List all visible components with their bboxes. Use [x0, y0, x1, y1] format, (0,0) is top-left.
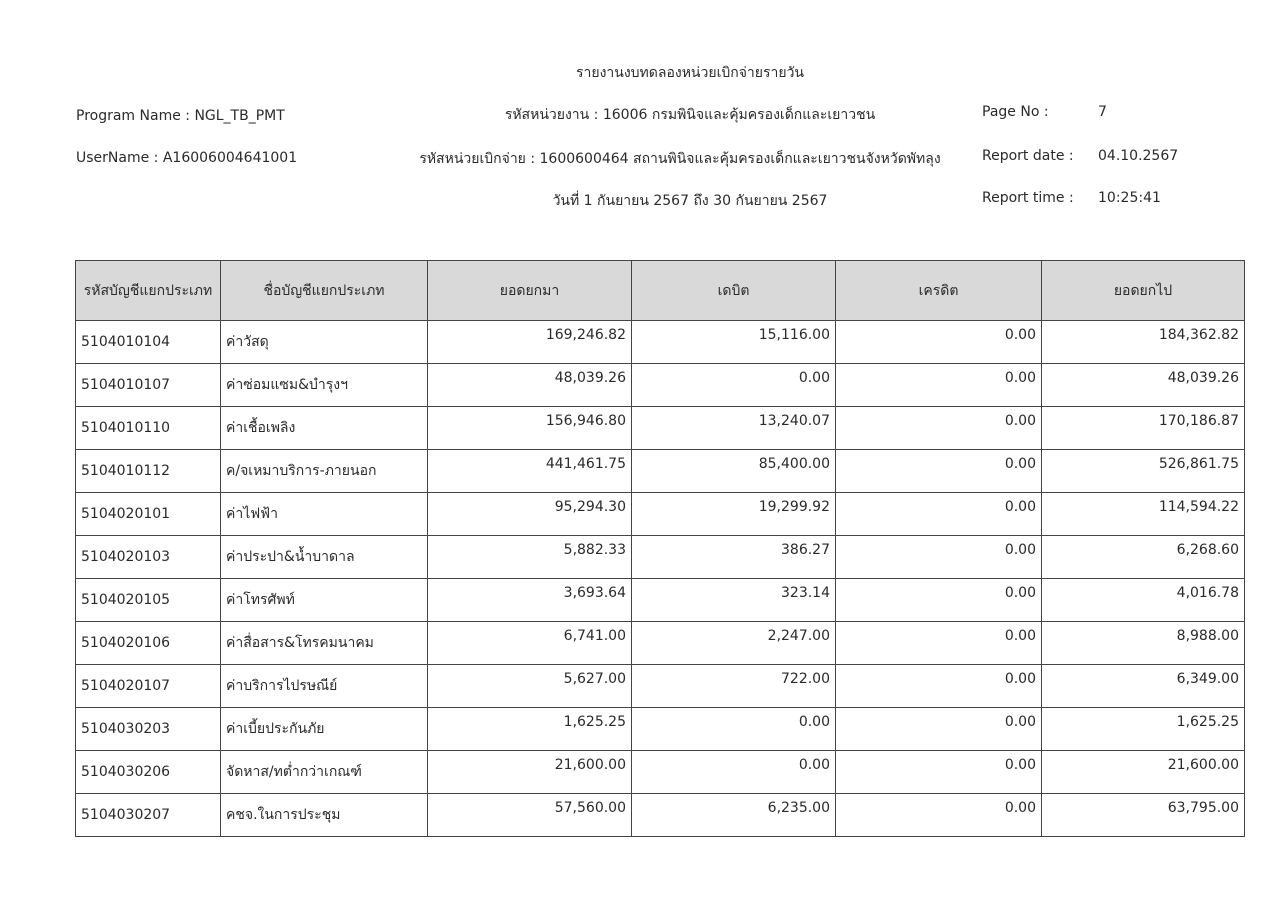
account-name: ค่าเบี้ยประกันภัย — [221, 708, 428, 751]
carried-forward: 184,362.82 — [1042, 321, 1245, 364]
table-row — [76, 364, 1245, 407]
column-header-account-name: ชื่อบัญชีแยกประเภท — [221, 261, 428, 321]
carried-forward: 170,186.87 — [1042, 407, 1245, 450]
carried-forward: 8,988.00 — [1042, 622, 1245, 665]
brought-forward: 3,693.64 — [428, 579, 632, 622]
account-code: 5104020105 — [76, 579, 221, 622]
account-name: ค่าโทรศัพท์ — [221, 579, 428, 622]
table-row — [76, 407, 1245, 450]
table-row — [76, 622, 1245, 665]
carried-forward: 48,039.26 — [1042, 364, 1245, 407]
credit: 0.00 — [836, 450, 1042, 493]
brought-forward: 57,560.00 — [428, 794, 632, 837]
column-header-credit: เครดิต — [836, 261, 1042, 321]
account-code: 5104010104 — [76, 321, 221, 364]
date-range: วันที่ 1 กันยายน 2567 ถึง 30 กันยายน 2567 — [552, 193, 828, 209]
credit: 0.00 — [836, 708, 1042, 751]
credit: 0.00 — [836, 536, 1042, 579]
brought-forward: 6,741.00 — [428, 622, 632, 665]
account-name: ค่าบริการไปรษณีย์ — [221, 665, 428, 708]
brought-forward: 5,627.00 — [428, 665, 632, 708]
credit: 0.00 — [836, 321, 1042, 364]
credit: 0.00 — [836, 493, 1042, 536]
table-row — [76, 794, 1245, 837]
table-row — [76, 708, 1245, 751]
account-name: ค่าซ่อมแซม&บำรุงฯ — [221, 364, 428, 407]
carried-forward: 1,625.25 — [1042, 708, 1245, 751]
account-name: จัดหาส/ทต่ำกว่าเกณฑ์ — [221, 751, 428, 794]
debit: 323.14 — [632, 579, 836, 622]
debit: 386.27 — [632, 536, 836, 579]
account-code: 5104030203 — [76, 708, 221, 751]
column-header-debit: เดบิต — [632, 261, 836, 321]
report-time-value: 10:25:41 — [1098, 190, 1161, 206]
debit: 85,400.00 — [632, 450, 836, 493]
debit: 13,240.07 — [632, 407, 836, 450]
account-name: ค่าเชื้อเพลิง — [221, 407, 428, 450]
table-row — [76, 450, 1245, 493]
table-row — [76, 321, 1245, 364]
account-name: คชจ.ในการประชุม — [221, 794, 428, 837]
brought-forward: 48,039.26 — [428, 364, 632, 407]
account-name: ค/จเหมาบริการ-ภายนอก — [221, 450, 428, 493]
column-header-account-code: รหัสบัญชีแยกประเภท — [76, 261, 221, 321]
table-row — [76, 536, 1245, 579]
user-name: UserName : A16006004641001 — [76, 150, 298, 166]
account-code: 5104030206 — [76, 751, 221, 794]
brought-forward: 156,946.80 — [428, 407, 632, 450]
disbursement-unit-line: รหัสหน่วยเบิกจ่าย : 1600600464 สถานพินิจและคุ้มครองเด็กและเยาวชนจังหวัดพัทลุง — [419, 151, 941, 167]
carried-forward: 21,600.00 — [1042, 751, 1245, 794]
carried-forward: 6,349.00 — [1042, 665, 1245, 708]
account-code: 5104010110 — [76, 407, 221, 450]
ledger-table-body — [76, 321, 1245, 837]
brought-forward: 169,246.82 — [428, 321, 632, 364]
debit: 0.00 — [632, 751, 836, 794]
table-row — [76, 579, 1245, 622]
report-time-label: Report time : — [982, 190, 1074, 206]
account-name: ค่าสื่อสาร&โทรคมนาคม — [221, 622, 428, 665]
credit: 0.00 — [836, 364, 1042, 407]
program-name: Program Name : NGL_TB_PMT — [76, 108, 285, 124]
table-row — [76, 751, 1245, 794]
carried-forward: 6,268.60 — [1042, 536, 1245, 579]
page-no-label: Page No : — [982, 104, 1049, 120]
brought-forward: 95,294.30 — [428, 493, 632, 536]
account-name: ค่าประปา&น้ำบาดาล — [221, 536, 428, 579]
report-date-label: Report date : — [982, 148, 1074, 164]
header-row — [76, 261, 1245, 321]
credit: 0.00 — [836, 794, 1042, 837]
brought-forward: 21,600.00 — [428, 751, 632, 794]
account-name: ค่าวัสดุ — [221, 321, 428, 364]
ledger-table — [75, 260, 1245, 837]
page-no-value: 7 — [1098, 104, 1107, 120]
debit: 0.00 — [632, 708, 836, 751]
debit: 722.00 — [632, 665, 836, 708]
brought-forward: 441,461.75 — [428, 450, 632, 493]
debit: 19,299.92 — [632, 493, 836, 536]
credit: 0.00 — [836, 579, 1042, 622]
unit-line: รหัสหน่วยงาน : 16006 กรมพินิจและคุ้มครองเด็กและเยาวชน — [504, 107, 876, 123]
credit: 0.00 — [836, 751, 1042, 794]
debit: 6,235.00 — [632, 794, 836, 837]
credit: 0.00 — [836, 622, 1042, 665]
account-code: 5104020103 — [76, 536, 221, 579]
account-code: 5104010112 — [76, 450, 221, 493]
debit: 0.00 — [632, 364, 836, 407]
column-header-carried-forward: ยอดยกไป — [1042, 261, 1245, 321]
account-name: ค่าไฟฟ้า — [221, 493, 428, 536]
credit: 0.00 — [836, 665, 1042, 708]
column-header-brought-forward: ยอดยกมา — [428, 261, 632, 321]
carried-forward: 526,861.75 — [1042, 450, 1245, 493]
brought-forward: 5,882.33 — [428, 536, 632, 579]
debit: 15,116.00 — [632, 321, 836, 364]
table-row — [76, 493, 1245, 536]
debit: 2,247.00 — [632, 622, 836, 665]
report-date-value: 04.10.2567 — [1098, 148, 1179, 164]
report-title: รายงานงบทดลองหน่วยเบิกจ่ายรายวัน — [575, 65, 804, 81]
carried-forward: 4,016.78 — [1042, 579, 1245, 622]
account-code: 5104020101 — [76, 493, 221, 536]
account-code: 5104020107 — [76, 665, 221, 708]
ledger-table-header — [76, 261, 1245, 321]
credit: 0.00 — [836, 407, 1042, 450]
brought-forward: 1,625.25 — [428, 708, 632, 751]
account-code: 5104020106 — [76, 622, 221, 665]
account-code: 5104030207 — [76, 794, 221, 837]
account-code: 5104010107 — [76, 364, 221, 407]
carried-forward: 114,594.22 — [1042, 493, 1245, 536]
carried-forward: 63,795.00 — [1042, 794, 1245, 837]
table-row — [76, 665, 1245, 708]
